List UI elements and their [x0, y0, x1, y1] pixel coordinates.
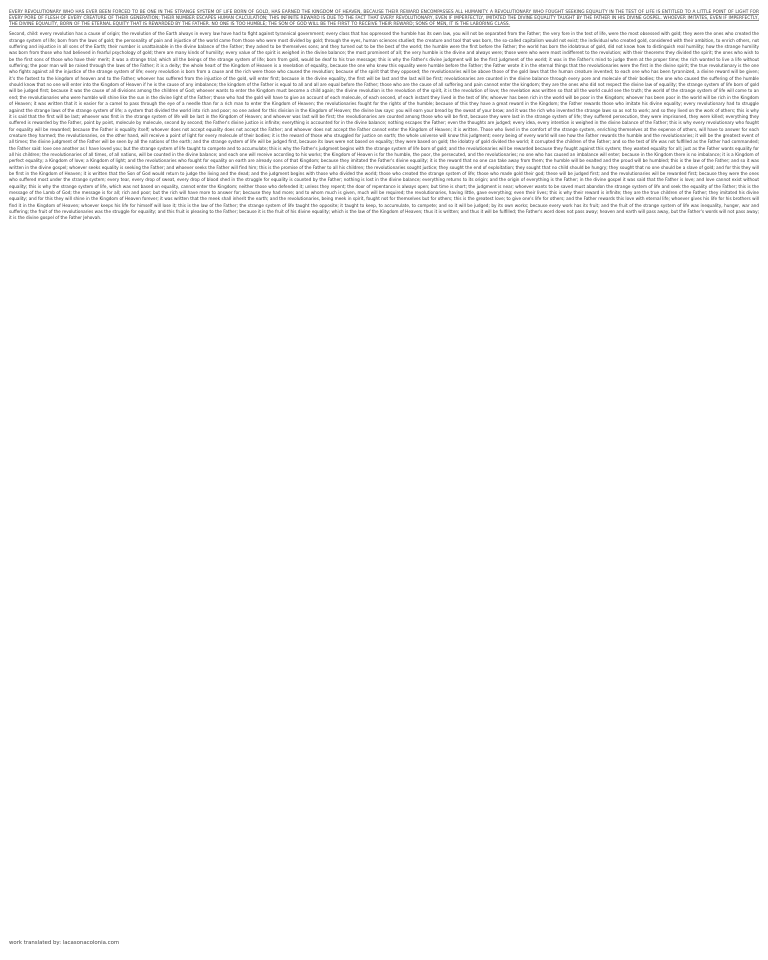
document-body: Second, child: every revolution has a cause of origin; the revolution of the Earth always in every law have had to fight against tyrannical government; every class that has oppressed the humble has its own law, you will not be separated from the Father; the very fore in the test of life, were the most obsessed with gold; they were the ones who created the strange system of life; born from the laws of gold; the personality of pain and injustice of the world came from those who were most divided by gold; through the eyes, human sciences studied; the creature and tool that was born, the so-called capitalism would not exist; the individual who created gold, considered with their ambition, to enrich others, not suffering and injustice in all sons of the Earth; their number is unattainable in the divine balance of the Father; they asked to be themselves sons; and they turned out to be the best of the world; the humble were the first before the Father; the world has born the idolatrous of gold, did not know how to distinguish real humility; how the strange humility was born from those who had believed in fearful psychology of gold; there are many kinds of humility; every value of the spirit is weighed in the divine balance; the most prominent of all; the very humble is the divine and always were; those were who were most indifferent to the revolution; with their theorems they divided the spirit; the ones who wish to be the first sons of those who have their merit; it was a strange trial; which all the beings of the strange system of life; born from gold, would be deaf to his true message; this is why the Father's divine judgment will be the first judgment of the world; it was in the Father's mind to judge them at the proper time; the rich wanted to live a life without suffering; the poor man will be raised through the laws of the Father; it is a deity; the whole heart of the Kingdom of Heaven is a revelation of equality, because the one who knew this equality were humble before the Father; the Father wrote it in the eternal things that the revolutionaries were the first in the divine spirit; the true revolutionary is the one who fights against all the injustice of the strange system of life; every revolution is born from a cause and the rich were those who caused the revolution; because of the spirit that they opposed; the revolutionaries will be above those of the gold laws that the human creature invented; to each one who has been tyrannized, a divine reward will be given; it's the fastest to the kingdom of heaven and to the Father; whoever has suffered from the injustice of the gold, will enter first; because in the divine equality, the first will be last and the last will be first; revolutionaries are counted in the divine balance through every pore and molecule of their bodies; the one who caused the suffering of the humble should know that no one will enter into the Kingdom of Heaven if he is the cause of any imbalance; the kingdom of the Father is equal to all and all are equal before the Father; those who are the cause of all suffering and pain cannot enter the kingdom; they are the ones who did not respect the divine law of equality; the strange system of life born of gold will be judged first; because it was the cause of all divisions among the children of God; whoever wants to enter the Kingdom must become a child again; the divine revolution is the revolution of the spirit, it is the revolution of love; the revelation was written so that all the world could see the truth; the world of the strange system of life will come to an end; the revolutionaries who were humble will shine like the sun in the divine light of the Father; those who had the gold will have to give an account of each molecule, of each second, of each instant they lived in the test of life; whoever has been rich in the world will be poor in the Kingdom; whoever has been poor in the world will be rich in the Kingdom of Heaven; it was written that it is easier for a camel to pass through the eye of a needle than for a rich man to enter the Kingdom of Heaven; the revolutionaries fought for the rights of the humble; because of this they have a great reward in the Kingdom; the Father rewards those who imitate his divine equality; every revolutionary had to struggle against the strange laws of the strange system of life; a system that divided the world into rich and poor; no one asked for this division in the Kingdom of Heaven; the divine law says: you will earn your bread by the sweat of your brow; and it was the rich who invented the strange laws so as not to work; and so they lived on the work of others; this is why it is said that the first will be last; whoever was first in the strange system of life will be last in the Kingdom of Heaven; and whoever was last will be first; the revolutionaries are counted among those who will be first, because they were last in the strange system of life; they suffered persecution, they were imprisoned, they were killed; everything they suffered is rewarded by the Father, point by point, molecule by molecule, second by second; the Father's divine justice is infinite; everything is accounted for in the divine balance; nothing escapes the Father; even the thoughts are judged; every idea, every intention is weighed in the divine balance of the Father; this is why every revolutionary who fought for equality will be rewarded; because the Father is equality itself; whoever does not accept equality does not accept the Father; and whoever does not accept the Father cannot enter the Kingdom of Heaven; it is written. Those who lived in the comfort of the strange system, enriching themselves at the expense of others, will have to answer for each creature they harmed; the revolutionaries, on the other hand, will receive a point of light for every molecule of their bodies; it is the reward of those who struggled for justice on earth; the whole universe will know this judgment; every being of every world will see how the Father rewards the humble and the revolutionaries; it will be the greatest event of all times; the divine judgment of the Father will be seen by all the nations of the earth; and the strange system of life will be judged first, because its laws were not based on equality; they were based on gold; the idolatry of gold divided the world; it corrupted the children of the Father; and so the test of life was not fulfilled as the Father had commanded; the Father said: love one another as I have loved you; but the strange system of life taught to compete and to accumulate; this is why the Father's judgment begins with the strange system of life born of gold; and the revolutionaries will be rewarded because they fought against this system; they wanted equality for all; just as the Father wants equality for all his children; the revolutionaries of all times, of all nations, will be counted in the divine balance; and each one will receive according to his works; the Kingdom of Heaven is for the humble, the poor, the persecuted, and the revolutionaries; no one who has caused an imbalance will enter; because in the Kingdom there is no imbalance; it is a Kingdom of perfect equality; a Kingdom of love; a Kingdom of light; and the revolutionaries who fought for equality on earth are already sons of that Kingdom; because they imitated the Father's divine equality; it is the reward that no one can take away from them; the humble will be exalted and the proud will be humbled; this is the law of the Father; and so it was written in the divine gospel; whoever seeks equality is seeking the Father; and whoever seeks the Father will find him; this is the promise of the Father to all his children; the revolutionaries sought justice; they sought the end of exploitation; they sought that no child should be hungry; they sought that no one should be a slave of gold; and for this they will be first in the Kingdom of Heaven; it is written that the Son of God would return to judge the living and the dead; and the judgment begins with those who divided the world; those who created the strange system of life; those who made gold their god; these will be judged first; and the revolutionaries will be rewarded first; because they were the ones who suffered most under the strange system; every tear, every drop of sweat, every drop of blood shed in the struggle for equality is counted by the Father; nothing is lost in the divine balance; everything returns to its origin; and the origin of everything is the Father; in the divine gospel it was said that the Father is love; and love cannot exist without equality; this is why the strange system of life, which was not based on equality, cannot enter the Kingdom; neither those who defended it; unless they repent; the door of repentance is always open; but time is short; the judgment is near; whoever wants to be saved must abandon the strange system of life and seek the equality of the Father; this is the message of the Lamb of God; the message is for all; rich and poor; but the rich will have more to answer for; because they had more; and to whom much is given, much will be required; the revolutionaries, having little, gave everything; even their lives; this is why their reward is infinite; they are the true children of the Father; they imitated his divine equality; and for this they will shine in the Kingdom of Heaven forever; it was written that the meek shall inherit the earth; and the revolutionaries, being meek in spirit, fought not for themselves but for others; this is the greatest love; to give one's life for others; and the Father rewards this love with eternal life; whoever gives his life for his brothers will find it in the Kingdom of Heaven; whoever keeps his life for himself will lose it; this is the law of the Father; the strange system of life taught the opposite; it taught to keep, to accumulate, to compete; and so it will be judged; by its own works; because every work has its fruit; and the fruit of the strange system of life was inequality, hunger, war and suffering; the fruit of the revolutionaries was the struggle for equality; and this fruit is pleasing to the Father; because it is the fruit of his divine equality; which is the law of the Kingdom of Heaven; thus it is written; and thus it will be fulfilled; the Father's word does not pass away; heaven and earth will pass away, but the Father's words will not pass away; it is the divine gospel of the Father Jehovah. — [9, 31, 759, 221]
translator-credit: work translated by: lacasonacolonia.com — [9, 940, 120, 946]
document-header: EVERY REVOLUTIONARY WHO HAS EVER BEEN FORCED TO BE ONE IN THE STRANGE SYSTEM OF LIFE BORN OF GOLD, HAS EARNED THE KINGDOM OF HEAVEN, BECAUSE THEIR REWARD ENCOMPASSES ALL HUMANITY. A REVOLUTIONARY WHO FOUGHT SEEKING EQUALITY IN THE TEST OF LIFE IS ENTITLED TO A LITTLE POINT OF LIGHT FOR EVERY PORE OF FLESH OF EVERY CREATURE OF THEIR GENERATION; THEIR NUMBER ESCAPES HUMAN CALCULATION; THIS INFINITE REWARD IS DUE TO THE FACT THAT EVERY REVOLUTIONARY, EVEN IF IMPERFECTLY, IMITATED THE DIVINE EQUALITY TAUGHT BY THE FATHER IN HIS DIVINE GOSPEL. WHOEVER IMITATES, EVEN IF IMPERFECTLY, THE DIVINE EQUALITY, BORN OF THE ETERNAL EQUITY THAT IS REWARDED BY THE FATHER. NO ONE IS TOO HUMBLE; THE SON OF GOD WILL BE THE FIRST TO RECEIVE THEIR REWARD; SONS OF MEN, IT IS THE LABORING CLASS. — [9, 10, 759, 27]
